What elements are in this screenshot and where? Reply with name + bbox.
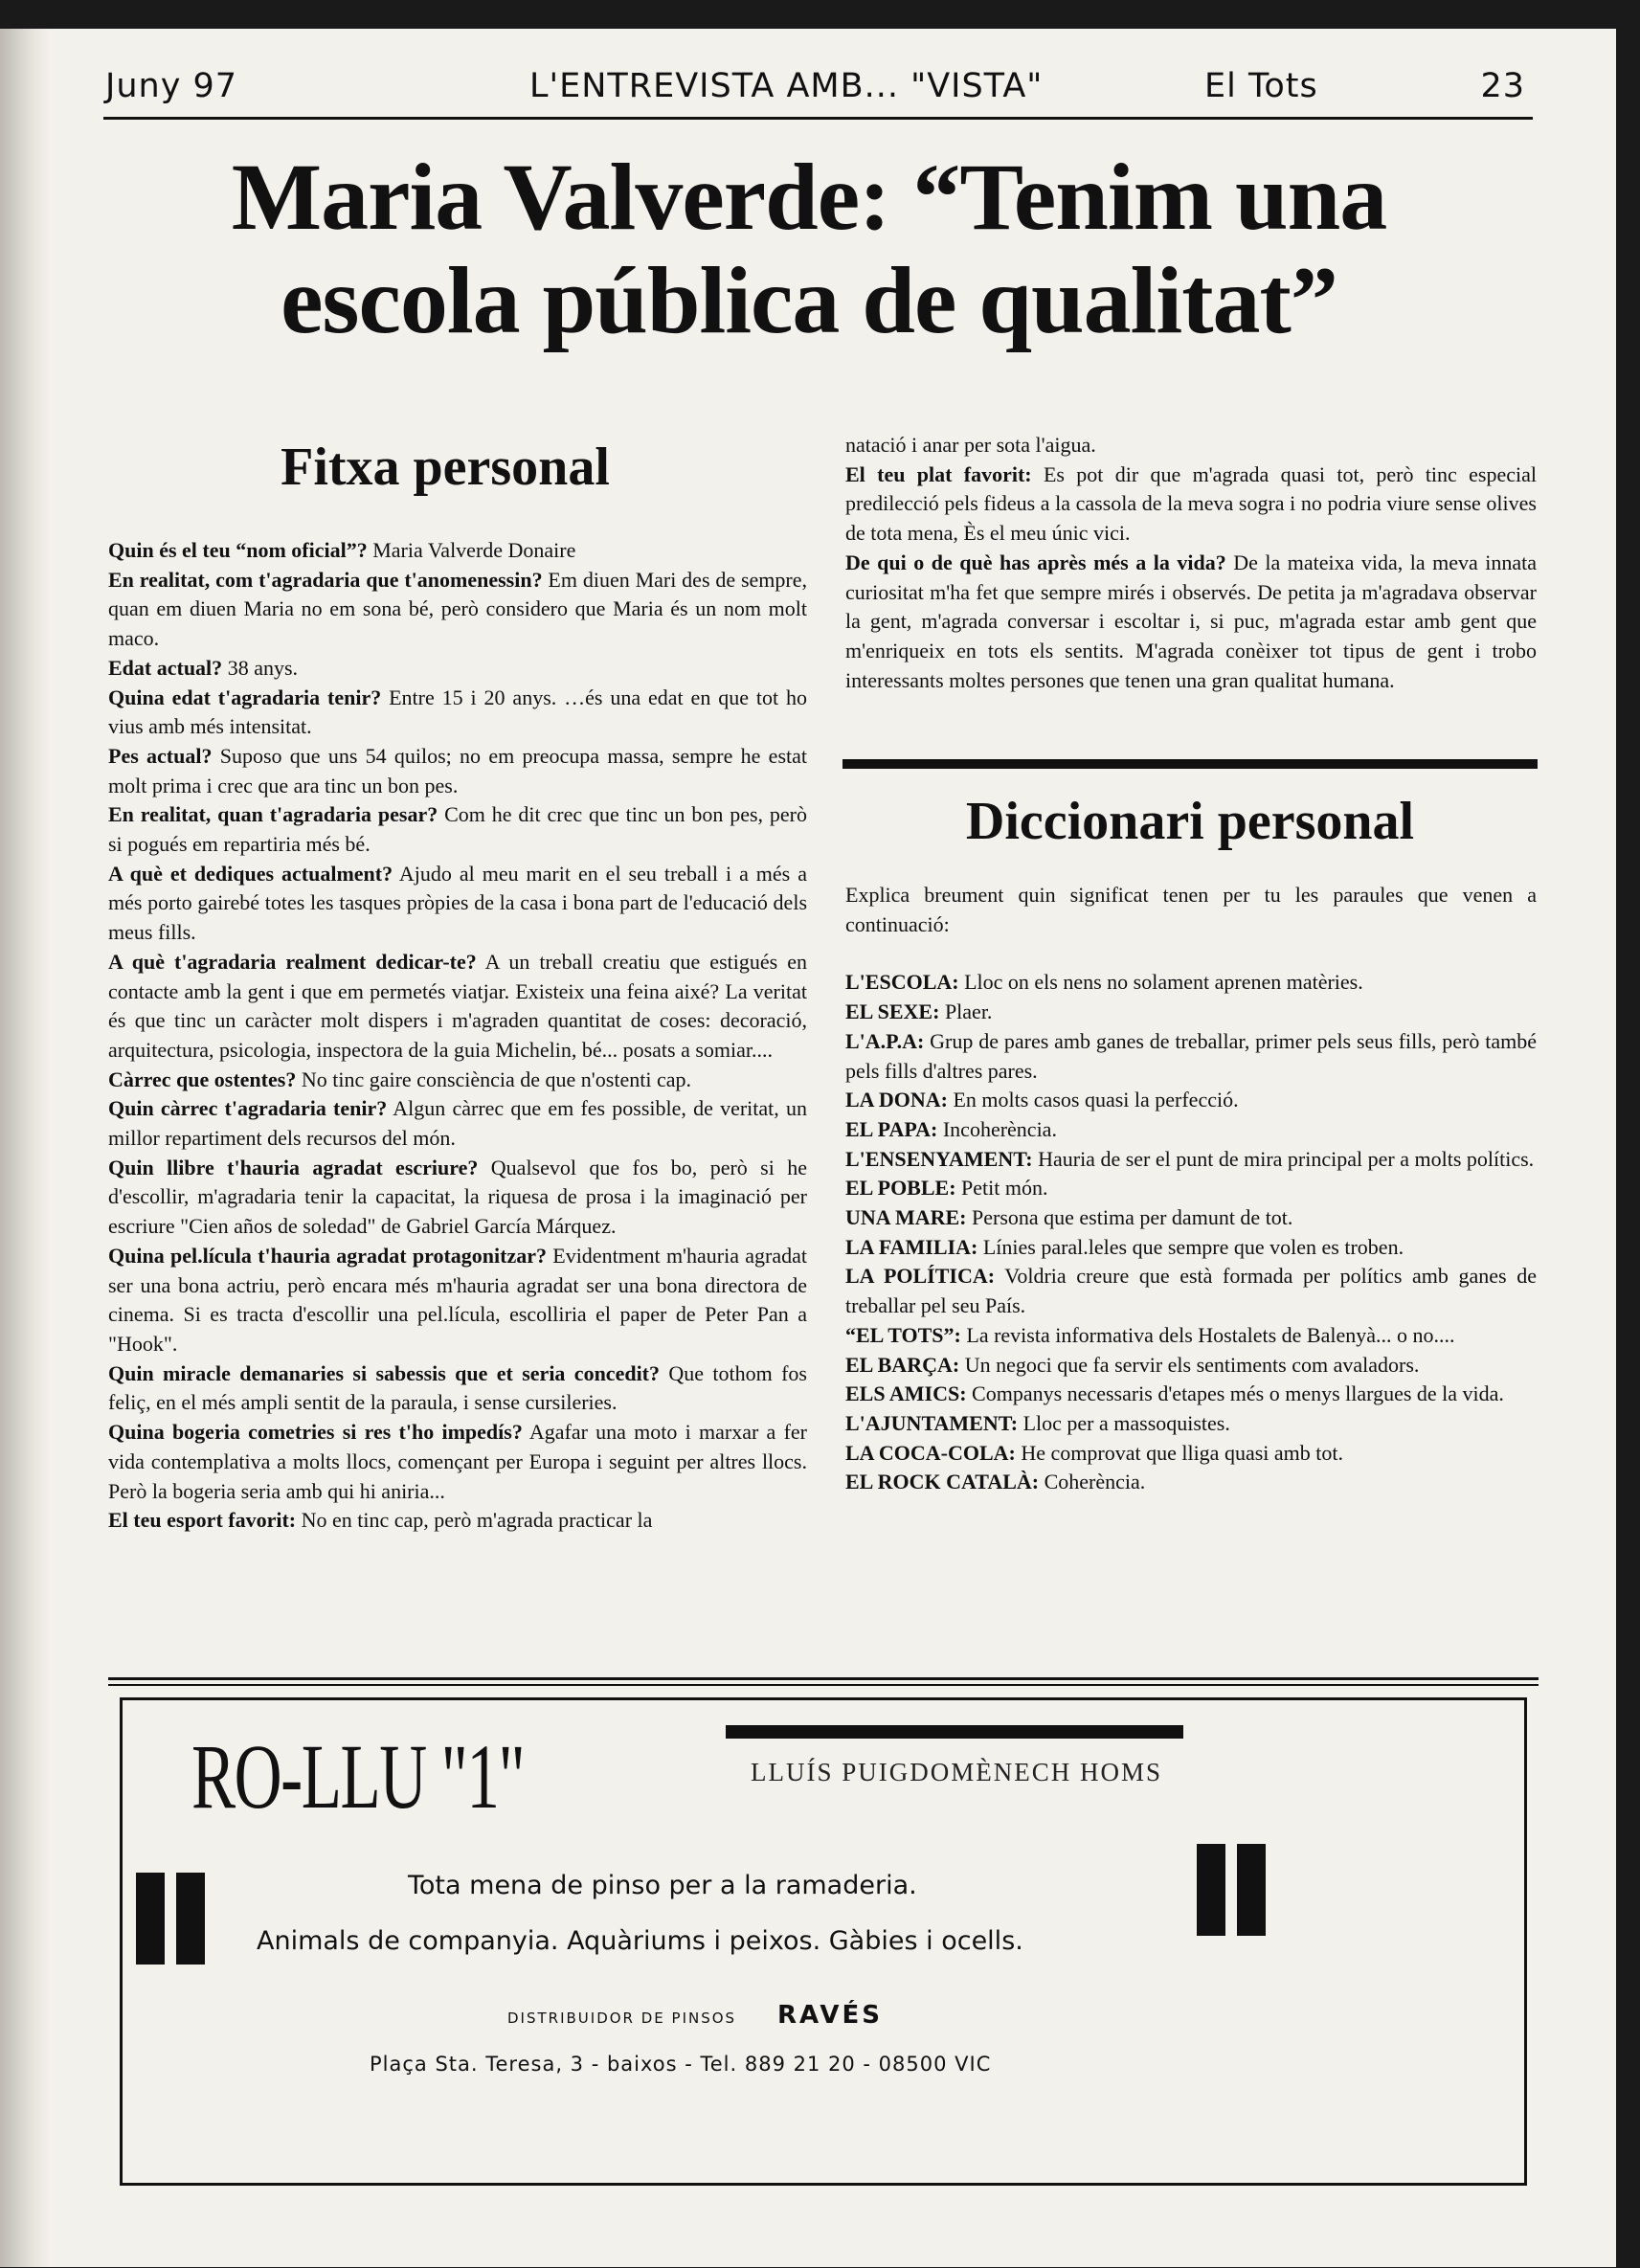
- diccionari-entry-text: Lloc on els nens no solament aprenen matèries.: [958, 970, 1363, 995]
- fitxa-answer: [108, 1506, 807, 1536]
- diccionari-body: [845, 881, 1537, 1497]
- diccionari-entry: [845, 968, 1537, 998]
- ad-brand: RAVÉS: [777, 2001, 883, 2030]
- diccionari-entry-text: Plaer.: [939, 999, 993, 1024]
- header-page-number: 23: [1480, 67, 1525, 105]
- fitxa-answer-term: De qui o de què has après més a la vida?: [845, 550, 1226, 574]
- fitxa-answer-term: Edat actual?: [108, 655, 223, 680]
- diccionari-entry-term: EL SEXE:: [845, 999, 940, 1024]
- diccionari-entry: [845, 1321, 1537, 1351]
- diccionari-entry-text: He comprovat que lliga quasi amb tot.: [1015, 1440, 1343, 1465]
- fitxa-answer-text: Ajudo al meu marit en el seu treball i a més a més porto gairebé totes les tasques pròpies de la casa i bona part de l'educació dels meus fills.: [108, 861, 807, 945]
- diccionari-entry-text: Petit món.: [955, 1176, 1048, 1201]
- diccionari-entry: [845, 1262, 1537, 1320]
- fitxa-answer-term: Pes actual?: [108, 743, 213, 768]
- fitxa-answer: [108, 566, 807, 654]
- diccionari-entry: [845, 1145, 1537, 1175]
- fitxa-answer: [108, 1066, 807, 1095]
- diccionari-entry-text: Hauria de ser el punt de mira principal per a molts polítics.: [1032, 1146, 1535, 1171]
- fitxa-answer-text: Es pot dir que m'agrada quasi tot, però tinc especial predilecció pels fideus a la cassola de la meva sogra i no podria viure sense olives de tota mena, Ès el meu únic vici.: [845, 461, 1537, 546]
- fitxa-answer: [108, 1154, 807, 1242]
- fitxa-answer-text: Entre 15 i 20 anys. …és una edat en que tot ho vius amb més intensitat.: [108, 685, 807, 739]
- diccionari-entry-term: UNA MARE:: [845, 1205, 967, 1230]
- fitxa-answer: [845, 549, 1537, 696]
- fitxa-answer-text: Evidentment m'hauria agradat ser una bona actriu, però encara més m'hauria agradat ser una bona directora de cinema. Si es tracta d'escollir una pel.lícula, escolliria el paper de Peter Pan a "Hook".: [108, 1243, 807, 1356]
- diccionari-intro: Explica breument quin significat tenen per tu les paraules que venen a continuació:: [845, 883, 1537, 936]
- headline: [96, 146, 1522, 352]
- diccionari-entry-text: Companys necessaris d'etapes més o menys llargues de la vida.: [966, 1381, 1504, 1406]
- fitxa-answer-term: Quin miracle demanaries si sabessis que et seria concedit?: [108, 1360, 661, 1385]
- ad-block-left-1: [136, 1873, 165, 1965]
- fitxa-questions: [108, 536, 807, 1536]
- diccionari-entry-term: L'AJUNTAMENT:: [845, 1410, 1019, 1435]
- header-date: Juny 97: [105, 67, 238, 105]
- fitxa-answer-text: Maria Valverde Donaire: [367, 538, 576, 562]
- fitxa-answer-term: En realitat, quan t'agradaria pesar?: [108, 802, 438, 827]
- diccionari-entry-text: Un negoci que fa servir els sentiments com avaladors.: [959, 1352, 1420, 1377]
- header-magazine: El Tots: [1204, 67, 1318, 105]
- diccionari-entry: [845, 998, 1537, 1027]
- diccionari-entry: [845, 1380, 1537, 1409]
- diccionari-entry-text: La revista informativa dels Hostalets de Balenyà... o no....: [960, 1322, 1455, 1347]
- fitxa-questions-continued: [845, 431, 1537, 695]
- fitxa-answer-term: Càrrec que ostentes?: [108, 1067, 297, 1091]
- diccionari-entry: [845, 1439, 1537, 1469]
- diccionari-entry: [845, 1203, 1537, 1233]
- fitxa-answer: [108, 1094, 807, 1153]
- fitxa-answer-text: 38 anys.: [222, 655, 299, 680]
- fitxa-answer: [108, 1359, 807, 1418]
- fitxa-answer-text: Agafar una moto i marxar a fer vida contemplativa a molts llocs, començant per Europa i seguint per altres llocs. Però la bogeria seria amb qui hi aniria...: [108, 1420, 807, 1503]
- section-divider: [842, 759, 1538, 769]
- diccionari-entry-term: “EL TOTS”:: [845, 1322, 961, 1347]
- diccionari-entry-term: LA FAMILIA:: [845, 1234, 978, 1259]
- fitxa-answer-term: Quin llibre t'hauria agradat escriure?: [108, 1155, 479, 1179]
- ad-block-right-1: [1197, 1844, 1225, 1936]
- diccionari-entry-text: En molts casos quasi la perfecció.: [947, 1088, 1239, 1112]
- diccionari-entry-text: Incoherència.: [937, 1116, 1057, 1141]
- diccionari-title: Diccionari personal: [965, 792, 1415, 851]
- fitxa-answer-term: Quina edat t'agradaria tenir?: [108, 685, 382, 709]
- headline-line-2: escola pública de qualitat”: [281, 247, 1337, 353]
- fitxa-answer: [108, 536, 807, 566]
- diccionari-entry-term: LA COCA-COLA:: [845, 1440, 1016, 1465]
- bottom-rule-thin: [108, 1684, 1539, 1686]
- fitxa-answer-term: El teu esport favorit:: [108, 1508, 297, 1533]
- page-header: [103, 67, 1533, 120]
- diccionari-entry-text: Persona que estima per damunt de tot.: [966, 1205, 1293, 1230]
- ad-block-right-2: [1237, 1844, 1266, 1936]
- fitxa-answer-text: Qualsevol que fos bo, però si he d'escollir, m'agradaria tenir la capacitat, la riquesa de prosa i la imaginació per escriure "Cien años de soledad" de Gabriel García Márquez.: [108, 1155, 807, 1239]
- diccionari-entry: [845, 1086, 1537, 1115]
- bottom-rule: [108, 1677, 1539, 1680]
- ad-logo: RO-LLU "1": [191, 1725, 525, 1828]
- diccionari-entry-term: LA POLÍTICA:: [845, 1264, 996, 1289]
- fitxa-answer-term: A què t'agradaria realment dedicar-te?: [108, 949, 477, 974]
- fitxa-answer-text: Com he dit crec que tinc un bon pes, però si pogués em repartiria més bé.: [108, 802, 807, 857]
- diccionari-entry: [845, 1468, 1537, 1497]
- fitxa-answer: [108, 684, 807, 742]
- fitxa-answer: [108, 800, 807, 859]
- diccionari-entry-term: L'ESCOLA:: [845, 970, 959, 995]
- fitxa-answer-text: Que tothom fos feliç, en el més ampli sentit de la paraula, i sense cursileries.: [108, 1360, 807, 1415]
- ad-top-bar: [726, 1725, 1183, 1739]
- diccionari-entry-term: EL POBLE:: [845, 1176, 956, 1201]
- advertisement: [120, 1697, 1527, 2186]
- fitxa-answer-text: Algun càrrec que em fes possible, de veritat, un millor repartiment dels recursos del món.: [108, 1096, 807, 1151]
- diccionari-entry-term: LA DONA:: [845, 1088, 948, 1112]
- fitxa-answer: [845, 460, 1537, 549]
- fitxa-answer-term: En realitat, com t'agradaria que t'anomenessin?: [108, 567, 543, 592]
- fitxa-answer-term: El teu plat favorit:: [845, 461, 1032, 486]
- diccionari-entries: [845, 968, 1537, 1497]
- fitxa-title: Fitxa personal: [281, 438, 610, 497]
- fitxa-answer-text: No en tinc cap, però m'agrada practicar la: [296, 1508, 653, 1533]
- fitxa-answer-term: A què et dediques actualment?: [108, 861, 393, 886]
- page-spine: [0, 29, 50, 2267]
- diccionari-entry-term: L'ENSENYAMENT:: [845, 1146, 1033, 1171]
- diccionari-entry: [845, 1174, 1537, 1203]
- fitxa-answer: [108, 1242, 807, 1359]
- fitxa-answer: [845, 431, 1537, 460]
- header-section: L'ENTREVISTA AMB... "VISTA": [529, 67, 1044, 105]
- fitxa-answer-text: natació i anar per sota l'aigua.: [845, 433, 1096, 457]
- diccionari-entry-term: EL BARÇA:: [845, 1352, 960, 1377]
- diccionari-entry-term: EL ROCK CATALÀ:: [845, 1470, 1040, 1494]
- diccionari-entry: [845, 1115, 1537, 1145]
- ad-owner: LLUÍS PUIGDOMÈNECH HOMS: [750, 1758, 1162, 1786]
- ad-distributor: DISTRIBUIDOR DE PINSOS: [507, 2010, 737, 2027]
- diccionari-entry-term: EL PAPA:: [845, 1116, 938, 1141]
- ad-line-2: Animals de companyia. Aquàriums i peixos. Gàbies i ocells.: [257, 1926, 1023, 1956]
- ad-line-1: Tota mena de pinso per a la ramaderia.: [408, 1871, 917, 1900]
- diccionari-entry-text: Grup de pares amb ganes de treballar, primer pels seus fills, però també pels fills d'altres pares.: [845, 1028, 1537, 1083]
- fitxa-answer: [108, 948, 807, 1066]
- headline-line-1: Maria Valverde: “Tenim una: [231, 144, 1387, 250]
- fitxa-answer-text: Em diuen Mari des de sempre, quan em diuen Maria no em sona bé, però considero que Maria és un nom molt maco.: [108, 567, 808, 651]
- fitxa-answer: [108, 654, 807, 684]
- diccionari-entry: [845, 1027, 1537, 1086]
- diccionari-entry-text: Línies paral.leles que sempre que volen es troben.: [977, 1234, 1404, 1259]
- fitxa-answer: [108, 742, 807, 800]
- fitxa-answer-term: Quin càrrec t'agradaria tenir?: [108, 1096, 388, 1121]
- diccionari-entry: [845, 1351, 1537, 1381]
- fitxa-answer-term: Quina bogeria cometries si res t'ho impedís?: [108, 1420, 523, 1445]
- diccionari-entry: [845, 1233, 1537, 1263]
- diccionari-entry-term: ELS AMICS:: [845, 1381, 967, 1406]
- diccionari-entry: [845, 1409, 1537, 1439]
- fitxa-answer-term: Quin és el teu “nom oficial”?: [108, 538, 368, 562]
- ad-address: Plaça Sta. Teresa, 3 - baixos - Tel. 889 21 20 - 08500 VIC: [370, 2053, 992, 2076]
- diccionari-entry-term: L'A.P.A:: [845, 1028, 925, 1053]
- fitxa-answer-text: Suposo que uns 54 quilos; no em preocupa massa, sempre he estat molt prima i crec que ara tinc un bon pes.: [108, 743, 807, 797]
- diccionari-entry-text: Coherència.: [1039, 1470, 1146, 1494]
- fitxa-answer: [108, 860, 807, 948]
- fitxa-answer-term: Quina pel.lícula t'hauria agradat protagonitzar?: [108, 1243, 547, 1268]
- fitxa-answer-text: De la mateixa vida, la meva innata curiositat m'ha fet que sempre mirés i observés. De petita ja m'agradava observar la gent, m'agrada conversar i escoltar i, si puc, m'agrada estar amb gent que m'enriqueix en tots els sentits. M'agrada conèixer tot tipus de gent i trobo interessants moltes persones que tenen una gran qualitat humana.: [845, 550, 1537, 692]
- fitxa-answer: [108, 1418, 807, 1506]
- fitxa-answer-text: A un treball creatiu que estigués en contacte amb la gent i que em permetés viatjar. Existeix una feina aixé? La veritat és que tinc un caràcter molt dispers i m'agraden quantitat de coses: decoració, arquitectura, psicologia, inspectora de la guia Michelin, bé... posats a somiar....: [108, 949, 807, 1062]
- fitxa-answer-text: No tinc gaire consciència de que n'ostenti cap.: [296, 1067, 691, 1091]
- diccionari-entry-text: Lloc per a massoquistes.: [1018, 1410, 1230, 1435]
- diccionari-entry-text: Voldria creure que està formada per polítics amb ganes de treballar pel seu País.: [845, 1264, 1537, 1318]
- ad-block-left-2: [176, 1873, 205, 1965]
